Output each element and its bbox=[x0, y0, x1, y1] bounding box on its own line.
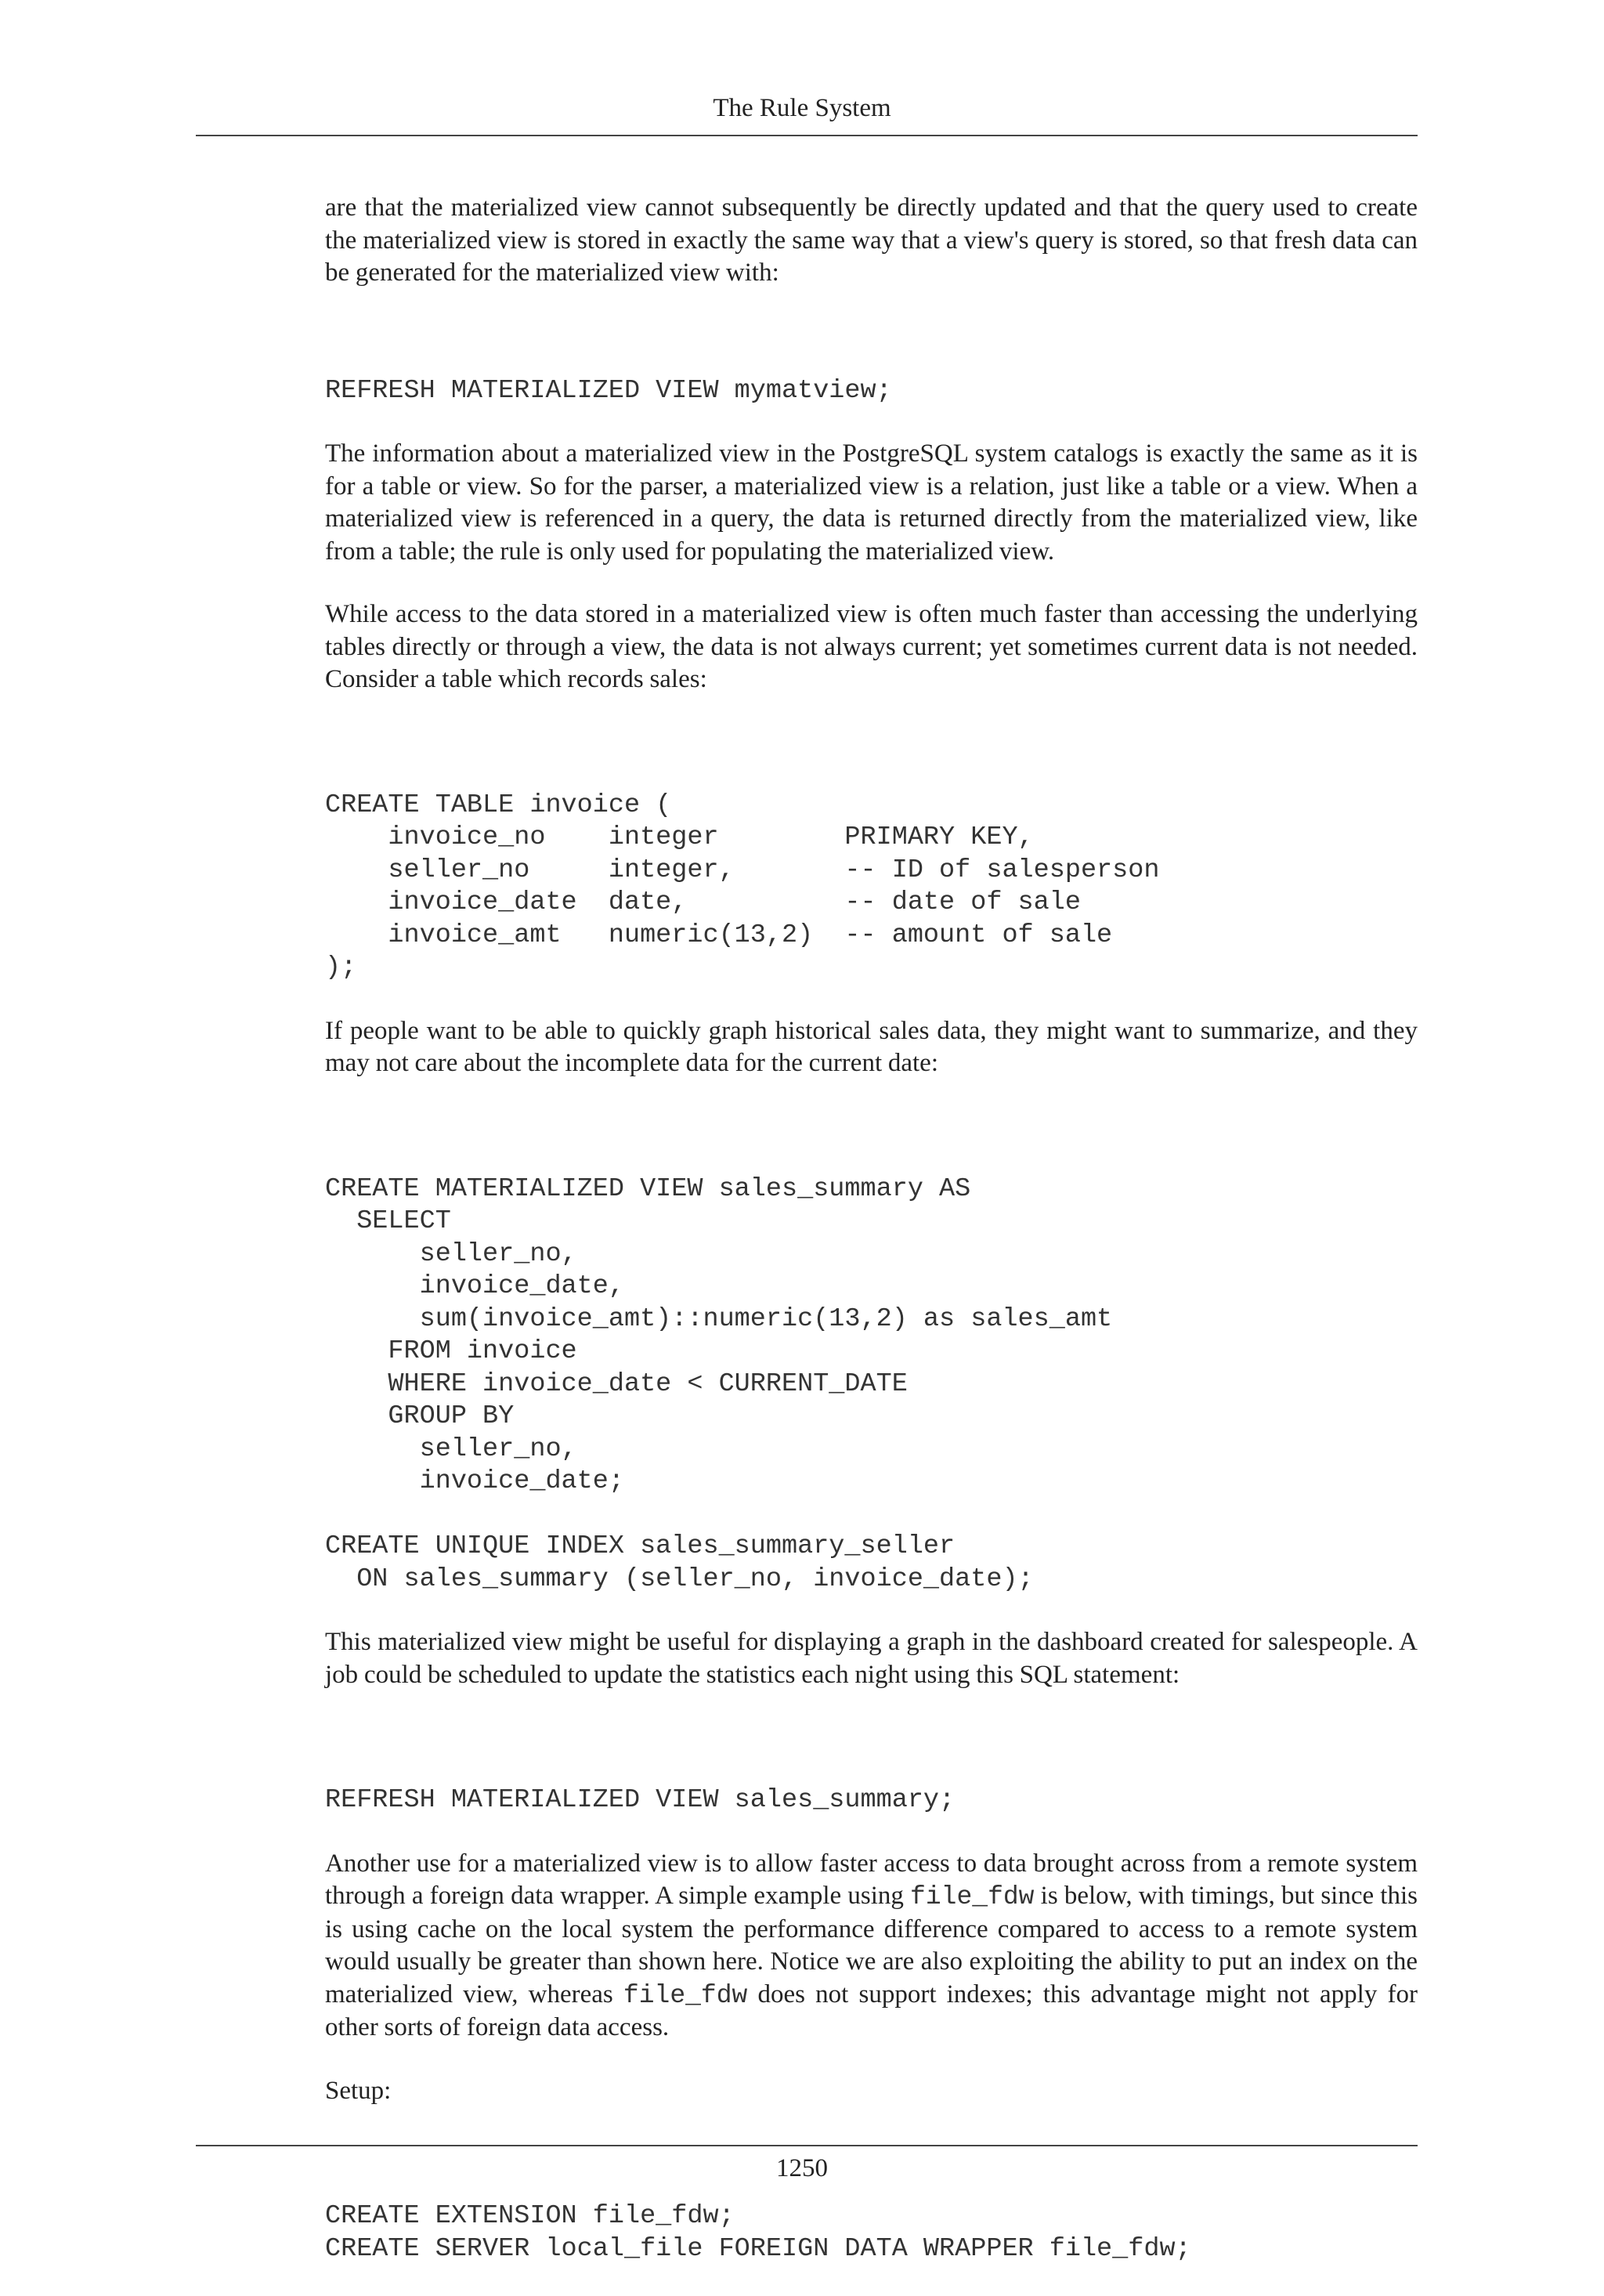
paragraph-setup: Setup: bbox=[325, 2076, 392, 2105]
inline-code-file-fdw-2: file_fdw bbox=[623, 1980, 748, 2010]
fdw-text-part2: is below, with timings, but since this is using cache on the local system the performance difference compared to access to a remote system would usually be greater than shown here. Notice we are also exploiting the ability to put an index on the materialized view, whereas bbox=[325, 1882, 1418, 2009]
paragraph-materialized-view-intro: are that the materialized view cannot subsequently be directly updated and that the query used to create the materialized view is stored in exactly the same way that a view's query is stored, so that fresh data can be generated for the materialized view with: bbox=[325, 193, 1418, 287]
footer-rule bbox=[196, 2145, 1418, 2146]
inline-code-file-fdw: file_fdw bbox=[910, 1882, 1035, 1911]
paragraph-access-speed: While access to the data stored in a materialized view is often much faster than accessing the underlying tables directly or through a view, the data is not always current; yet sometimes current data is not needed. Consider a table which records sales: bbox=[325, 600, 1418, 693]
code-create-sales-summary: CREATE MATERIALIZED VIEW sales_summary AS SELECT seller_no, invoice_date, sum(invoice_amt)::numeric(13,2) as sales_amt FROM invoice WHERE invoice_date < CURRENT_DATE GROUP BY seller_no, invoice_date; CREATE UNIQUE INDEX sales_summary_seller ON sales_summary (seller_no, invoice_date); bbox=[325, 1173, 1113, 1594]
fdw-text-part1: Another use for a materialized view is to allow faster access to data brought across from a remote system through a foreign data wrapper. A simple example using bbox=[325, 1849, 1418, 1910]
code-create-extension: CREATE EXTENSION file_fdw; CREATE SERVER local_file FOREIGN DATA WRAPPER file_fdw; bbox=[325, 2201, 1191, 2264]
code-create-table-invoice: CREATE TABLE invoice ( invoice_no integer PRIMARY KEY, seller_no integer, -- ID of salesperson invoice_date date, -- date of sale invoice_amt numeric(13,2) -- amount of sale ); bbox=[325, 790, 1160, 982]
fdw-text-part3: does not support indexes; this advantage might not apply for other sorts of foreign data access. bbox=[325, 1980, 1418, 2041]
header-rule bbox=[196, 135, 1418, 136]
page-body bbox=[325, 192, 1418, 2296]
paragraph-foreign-data-wrapper bbox=[325, 1848, 1418, 2045]
running-header-title: The Rule System bbox=[713, 94, 891, 122]
paragraph-dashboard: This materialized view might be useful for displaying a graph in the dashboard created for salespeople. A job could be scheduled to update the statistics each night using this SQL statement: bbox=[325, 1628, 1418, 1689]
page-number: 1250 bbox=[776, 2154, 828, 2182]
code-refresh-mymatview: REFRESH MATERIALIZED VIEW mymatview; bbox=[325, 375, 892, 406]
code-refresh-sales-summary: REFRESH MATERIALIZED VIEW sales_summary; bbox=[325, 1785, 956, 1815]
paragraph-graph-sales: If people want to be able to quickly graph historical sales data, they might want to summarize, and they may not care about the incomplete data for the current date: bbox=[325, 1016, 1418, 1077]
paragraph-system-catalogs: The information about a materialized view in the PostgreSQL system catalogs is exactly the same as it is for a table or view. So for the parser, a materialized view is a relation, just like a table or a view. When a materialized view is referenced in a query, the data is returned directly from the materialized view, like from a table; the rule is only used for populating the materialized view. bbox=[325, 439, 1418, 566]
